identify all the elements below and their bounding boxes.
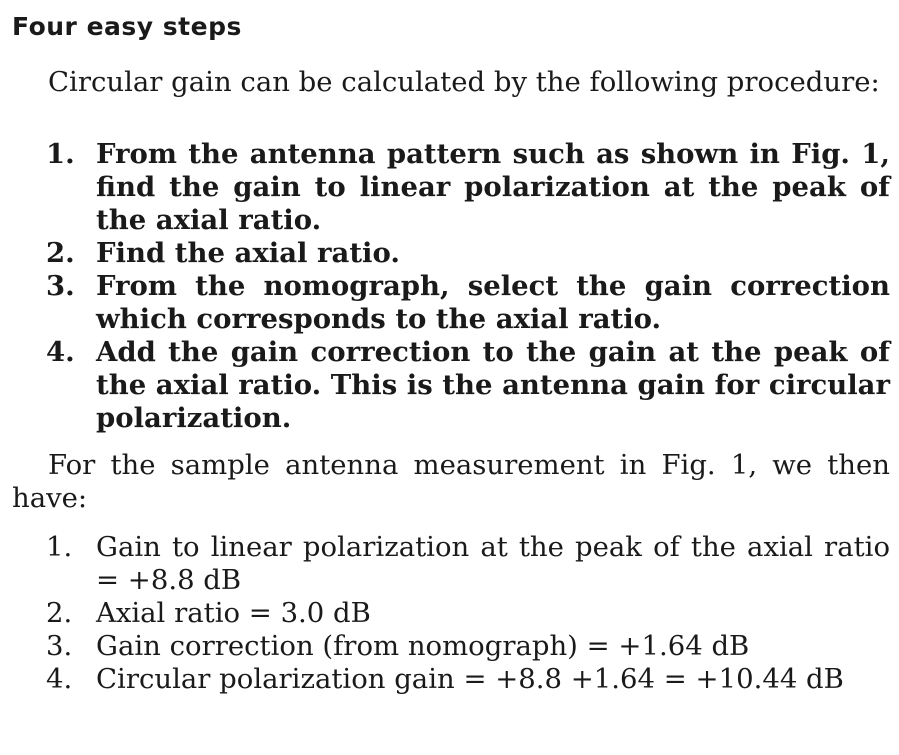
sample-number: 3. <box>46 630 73 662</box>
step-number: 2. <box>46 237 75 269</box>
step-number: 3. <box>46 270 75 302</box>
intro-paragraph: Circular gain can be calculated by the following procedure: <box>48 66 880 98</box>
sample-item <box>12 630 890 663</box>
sample-results-list <box>12 531 890 696</box>
step-number: 1. <box>46 138 75 170</box>
sample-number: 1. <box>46 531 73 563</box>
sample-item <box>12 663 890 696</box>
sample-text: Axial ratio = 3.0 dB <box>96 597 371 629</box>
sample-number: 2. <box>46 597 73 629</box>
procedure-step <box>12 336 890 435</box>
step-text: Find the axial ratio. <box>96 237 400 269</box>
section-heading: Four easy steps <box>12 12 242 41</box>
sample-text: Gain correction (from nomograph) = +1.64 dB <box>96 630 750 662</box>
sample-item <box>12 597 890 630</box>
procedure-steps-list <box>12 138 890 435</box>
sample-item <box>12 531 890 597</box>
step-number: 4. <box>46 336 75 368</box>
step-text: Add the gain correction to the gain at the peak of the axial ratio. This is the antenna gain for circular polarization. <box>96 336 890 434</box>
sample-intro-paragraph: For the sample antenna measurement in Fig. 1, we then have: <box>12 449 890 514</box>
step-text: From the antenna pattern such as shown in Fig. 1, find the gain to linear polarization at the peak of the axial ratio. <box>96 138 890 236</box>
step-text: From the nomograph, select the gain correction which corresponds to the axial ratio. <box>96 270 890 335</box>
procedure-step <box>12 237 890 270</box>
sample-number: 4. <box>46 663 73 695</box>
sample-text: Circular polarization gain = +8.8 +1.64 = +10.44 dB <box>96 663 844 695</box>
procedure-step <box>12 270 890 336</box>
sample-text: Gain to linear polarization at the peak of the axial ratio = +8.8 dB <box>96 531 890 596</box>
procedure-step <box>12 138 890 237</box>
